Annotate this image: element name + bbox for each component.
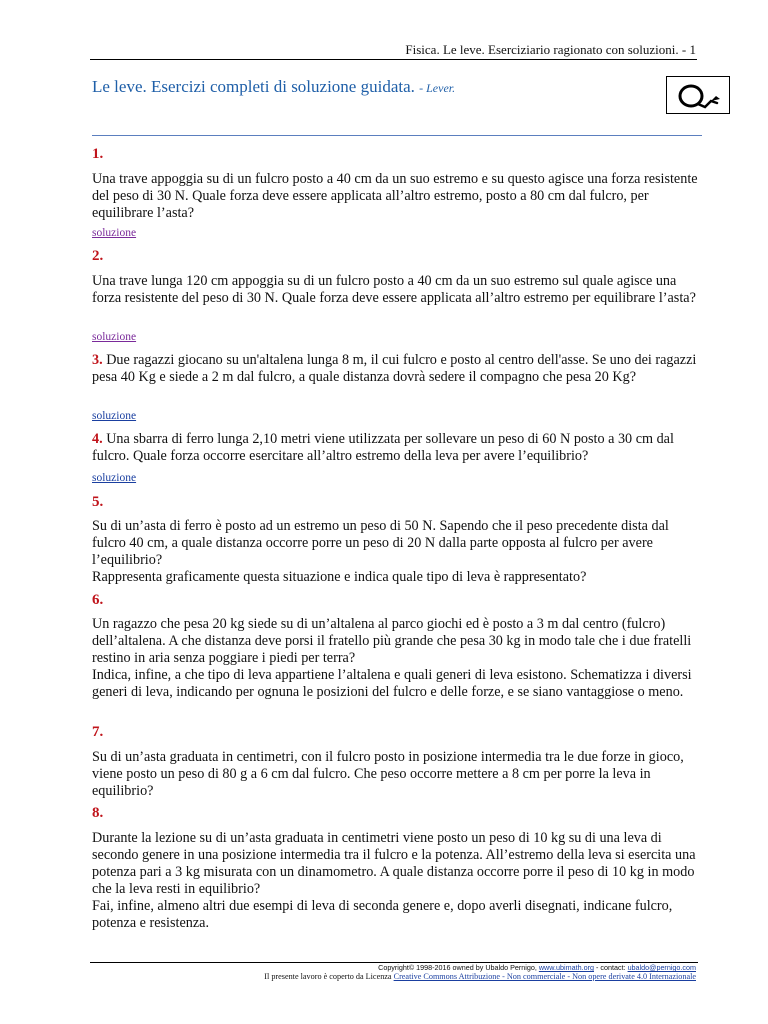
footer-license-text: Il presente lavoro è coperto da Licenza	[264, 972, 394, 981]
exercise-text-8	[92, 830, 698, 932]
exercise-text-1: Una trave appoggia su di un fulcro posto a 40 cm da un suo estremo e su questo agisce una forza resistente del peso di 30 N. Quale forza deve essere applicata all’altro estremo, posto a 80 cm dal fulcro, per equilibrare l’asta?	[92, 171, 698, 221]
logo-mark-icon	[667, 77, 729, 113]
exercise-text-8-task: Fai, infine, almeno altri due esempi di leva di seconda genere e, dopo averli disegnati, indicane fulcro, potenza e resistenza.	[92, 898, 673, 931]
footer-site-link[interactable]: www.ubimath.org	[538, 963, 594, 972]
exercise-text-5-task: Rappresenta graficamente questa situazione e indica quale tipo di leva è rappresentato?	[92, 569, 587, 585]
exercise-3	[92, 352, 698, 386]
footer-contact-label: - contact:	[594, 963, 628, 972]
exercise-text-3: Due ragazzi giocano su un'altalena lunga 8 m, il cui fulcro e posto al centro dell'asse. Se uno dei ragazzi pesa 40 Kg e siede a 2 m dal fulcro, a quale distanza dovrà sedere il compagno che pesa 20 Kg?	[92, 352, 697, 385]
footer-copyright	[378, 963, 696, 972]
running-header: Fisica. Le leve. Eserciziario ragionato con soluzioni. - 1	[405, 42, 696, 57]
exercise-text-8-question: Durante la lezione su di un’asta graduata in centimetri viene posto un peso di 10 kg su di una leva di secondo genere in una posizione intermedia tra il fulcro e la potenza. All’estremo della leva si esercita una potenza pari a 3 kg misurata con un dinamometro. A quale distanza occorre porre il peso di 10 kg in modo che la leva resti in equilibrio?	[92, 830, 696, 897]
page-title-main: Le leve. Esercizi completi di soluzione guidata.	[92, 77, 415, 96]
exercise-text-4: Una sbarra di ferro lunga 2,10 metri viene utilizzata per sollevare un peso di 60 N posto a 30 cm dal fulcro. Quale forza occorre esercitare all’altro estremo della leva per avere l’equilibrio?	[92, 431, 674, 464]
exercise-number-1: 1.	[92, 146, 104, 162]
exercise-4	[92, 431, 698, 465]
exercise-text-6	[92, 616, 698, 701]
title-divider	[92, 135, 702, 136]
logo	[666, 76, 730, 114]
solution-link-1[interactable]: soluzione	[92, 227, 137, 239]
solution-link-2[interactable]: soluzione	[92, 331, 137, 343]
exercise-text-6-question: Un ragazzo che pesa 20 kg siede su di un’altalena al parco giochi ed è posto a 3 m dal centro (fulcro) dell’altalena. A che distanza deve porsi il fratello più grande che pesa 30 kg in modo tale che i due fratelli restino in aria senza poggiare i piedi per terra?	[92, 616, 692, 666]
page-title	[92, 77, 455, 97]
exercise-number-4: 4.	[92, 431, 103, 447]
header-divider	[90, 59, 697, 60]
exercise-number-8: 8.	[92, 805, 104, 821]
solution-link-3[interactable]: soluzione	[92, 410, 137, 422]
solution-link-4[interactable]: soluzione	[92, 472, 137, 484]
exercise-text-2: Una trave lunga 120 cm appoggia su di un fulcro posto a 40 cm da un suo estremo sul quale agisce una forza resistente del peso di 30 N. Quale forza deve essere applicata all’altro estremo per equilibrare l’asta?	[92, 273, 696, 306]
exercise-number-2: 2.	[92, 248, 104, 264]
exercise-text-7: Su di un’asta graduata in centimetri, con il fulcro posto in posizione intermedia tra le due forze in gioco, viene posto un peso di 80 g a 6 cm dal fulcro. Che peso occorre mettere a 8 cm per porre la leva in equilibrio?	[92, 749, 684, 799]
exercise-number-6: 6.	[92, 592, 104, 608]
exercise-number-7: 7.	[92, 724, 104, 740]
footer-license-link[interactable]: Creative Commons Attribuzione - Non commerciale - Non opere derivate 4.0 Internazionale	[393, 972, 696, 981]
exercise-text-5-question: Su di un’asta di ferro è posto ad un estremo un peso di 50 N. Sapendo che il peso precedente dista dal fulcro 40 cm, a quale distanza occorre porre un peso di 20 N dalla parte opposta al fulcro per avere l’equilibrio?	[92, 518, 669, 568]
footer-license	[264, 972, 696, 981]
exercise-number-3: 3.	[92, 352, 103, 368]
exercise-number-5: 5.	[92, 494, 104, 510]
footer-copyright-text: Copyright© 1998-2016 owned by Ubaldo Pernigo,	[378, 963, 539, 972]
footer-email-link[interactable]: ubaldo@pernigo.com	[627, 963, 696, 972]
exercise-text-6-task: Indica, infine, a che tipo di leva appartiene l’altalena e quali generi di leva esistono. Schematizza i diversi generi di leva, indicando per ognuna le posizioni del fulcro e delle forze, e se siano vantaggiose o meno.	[92, 667, 692, 700]
page-title-subtitle: - Lever.	[419, 81, 456, 95]
exercise-text-5	[92, 518, 698, 586]
